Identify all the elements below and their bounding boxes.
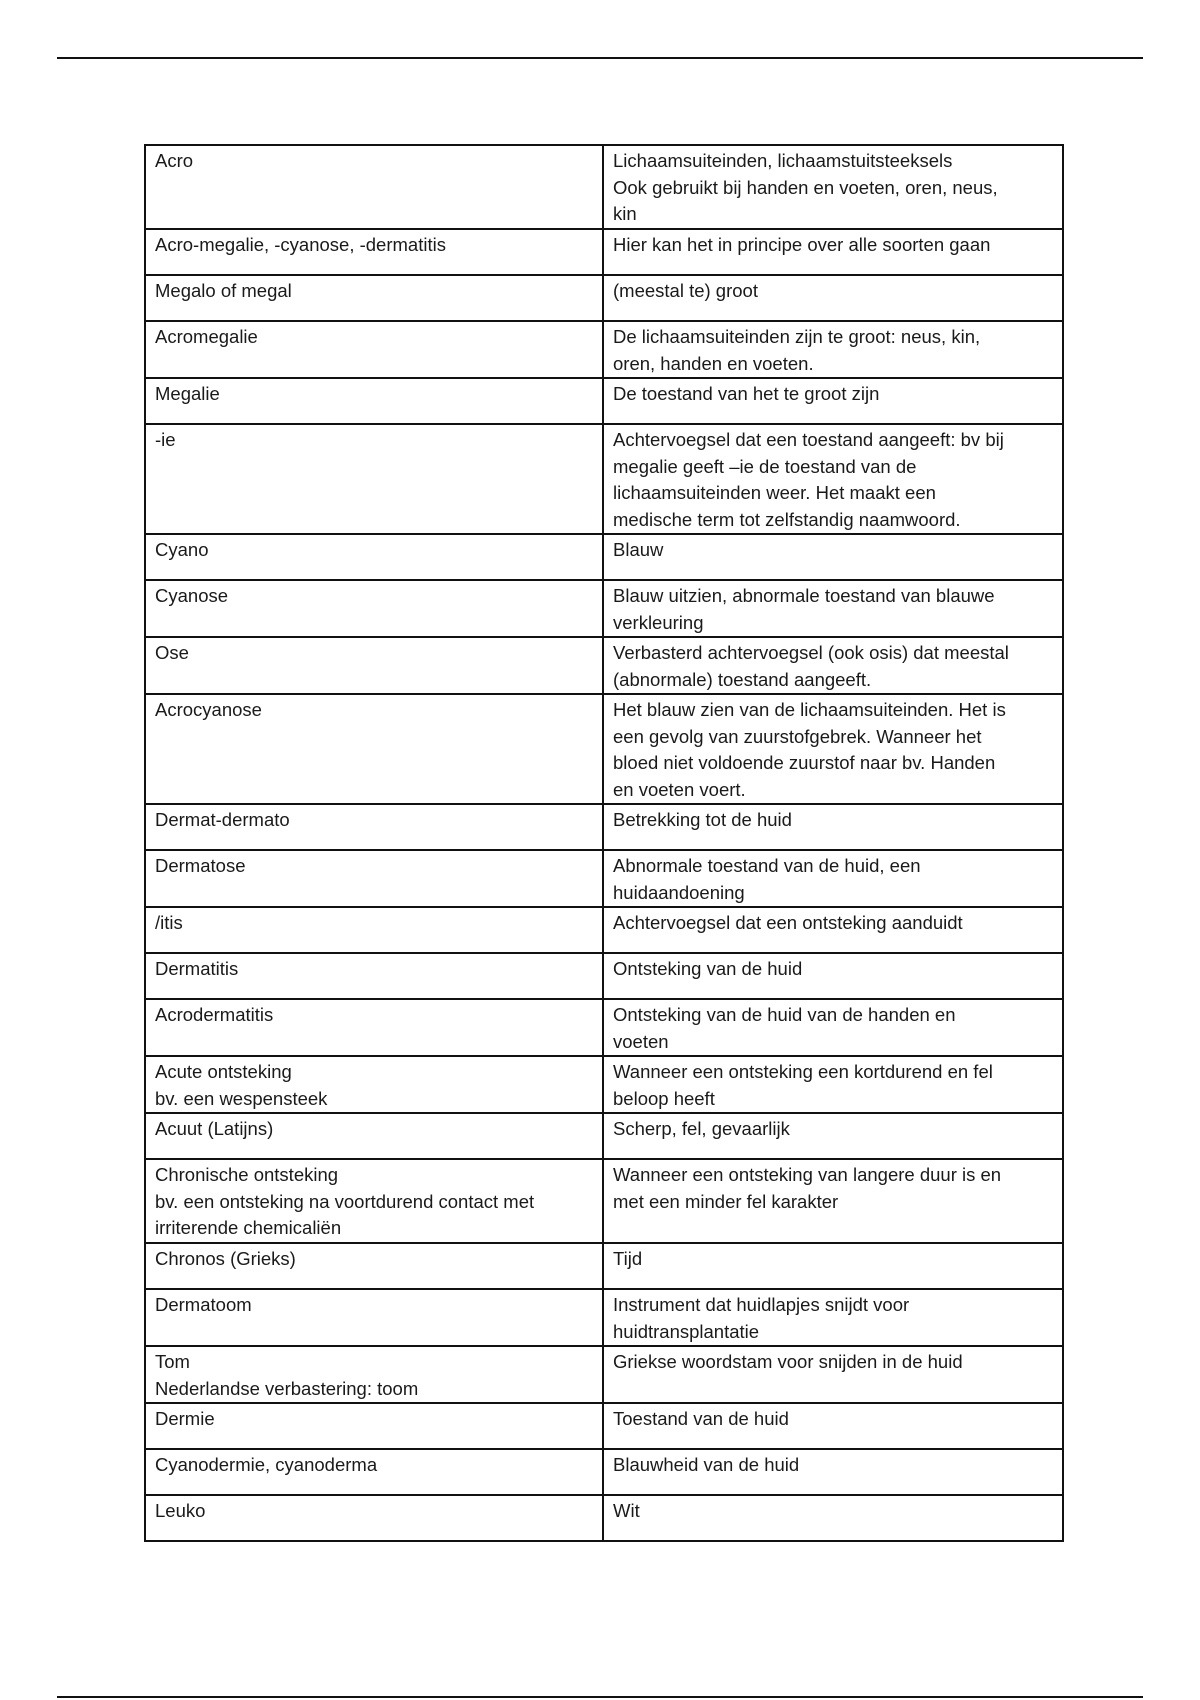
term-text: Megalie [155,383,220,404]
term-cell [145,804,603,850]
table-row [145,1056,1063,1113]
term-text: -ie [155,429,176,450]
definition-cell [603,637,1063,694]
definition-text: medische term tot zelfstandig naamwoord. [613,508,961,530]
definition-text: oren, handen en voeten. [613,352,814,374]
definition-text: lichaamsuiteinden weer. Het maakt een [613,482,936,503]
term-text: /itis [155,912,183,933]
term-cell [145,999,603,1056]
definition-text: een gevolg van zuurstofgebrek. Wanneer het [613,725,982,747]
definition-cell [603,1159,1063,1243]
definition-cell [603,999,1063,1056]
term-cell [145,580,603,637]
definition-cell [603,1289,1063,1346]
term-text: Acrodermatitis [155,1004,274,1025]
term-cell [145,907,603,953]
term-text: irriterende chemicaliën [155,1217,342,1238]
table-row [145,637,1063,694]
term-text: Cyanose [155,585,229,606]
term-text: bv. een wespensteek [155,1087,328,1109]
term-text: Chronos (Grieks) [155,1248,296,1269]
term-cell [145,321,603,378]
definition-text: Blauwheid van de huid [613,1454,800,1475]
term-text: Dermatitis [155,958,239,979]
definition-cell [603,850,1063,907]
definition-text: Griekse woordstam voor snijden in de huid [613,1351,963,1372]
terminology-table [144,144,1064,1542]
table-row [145,1243,1063,1289]
header-rule [57,57,1143,59]
table-row [145,275,1063,321]
term-text: Ose [155,642,189,663]
term-text: Dermatoom [155,1294,252,1315]
table-row [145,1495,1063,1541]
definition-text: Achtervoegsel dat een ontsteking aanduidt [613,912,963,933]
term-text: bv. een ontsteking na voortdurend contact met [155,1190,535,1212]
definition-cell [603,534,1063,580]
term-text: Acrocyanose [155,699,262,720]
definition-text: Tijd [613,1248,643,1269]
term-cell [145,1113,603,1159]
definition-cell [603,694,1063,804]
definition-text: bloed niet voldoende zuurstof naar bv. Handen [613,752,996,773]
definition-cell [603,1449,1063,1495]
definition-text: Ontsteking van de huid van de handen en [613,1004,956,1025]
term-text: Acro [155,150,194,171]
definition-text: verkleuring [613,611,704,633]
term-text: Nederlandse verbastering: toom [155,1377,419,1399]
table-row [145,1159,1063,1243]
table-row [145,1449,1063,1495]
term-text: Dermatose [155,855,246,876]
term-text: Megalo of megal [155,280,292,301]
definition-cell [603,580,1063,637]
definition-text: Wanneer een ontsteking een kortdurend en fel [613,1061,993,1082]
definition-cell [603,907,1063,953]
term-cell [145,534,603,580]
table-row [145,534,1063,580]
term-cell [145,1403,603,1449]
definition-text: voeten [613,1030,669,1052]
definition-cell [603,275,1063,321]
definition-text: beloop heeft [613,1087,715,1109]
definition-text: Abnormale toestand van de huid, een [613,855,921,876]
definition-cell [603,1056,1063,1113]
term-text: Acromegalie [155,326,258,347]
definition-cell [603,804,1063,850]
term-text: Acro-megalie, -cyanose, -dermatitis [155,234,446,255]
definition-text: De toestand van het te groot zijn [613,383,880,404]
definition-text: en voeten voert. [613,778,746,800]
definition-text: Hier kan het in principe over alle soorten gaan [613,234,991,255]
term-cell [145,1289,603,1346]
definition-cell [603,1113,1063,1159]
term-cell [145,1495,603,1541]
term-cell [145,1243,603,1289]
definition-cell [603,229,1063,275]
table-row [145,804,1063,850]
term-cell [145,1056,603,1113]
table-row [145,1346,1063,1403]
definition-text: Wit [613,1500,640,1521]
definition-cell [603,1243,1063,1289]
table-row [145,145,1063,229]
term-cell [145,275,603,321]
table-row [145,907,1063,953]
table-row [145,999,1063,1056]
table-row [145,321,1063,378]
table-row [145,1289,1063,1346]
table-row [145,850,1063,907]
term-text: Leuko [155,1500,206,1521]
term-cell [145,378,603,424]
term-text: Tom [155,1351,190,1372]
term-text: Dermie [155,1408,215,1429]
term-text: Chronische ontsteking [155,1164,339,1185]
definition-text: Blauw [613,539,664,560]
term-cell [145,229,603,275]
definition-cell [603,321,1063,378]
definition-text: Instrument dat huidlapjes snijdt voor [613,1294,910,1315]
table-row [145,424,1063,534]
term-cell [145,1346,603,1403]
definition-text: Ontsteking van de huid [613,958,803,979]
term-text: Acute ontsteking [155,1061,292,1082]
definition-cell [603,145,1063,229]
definition-text: Lichaamsuiteinden, lichaamstuitsteeksels [613,150,953,171]
term-cell [145,424,603,534]
table-row [145,1403,1063,1449]
term-cell [145,1449,603,1495]
definition-cell [603,953,1063,999]
definition-cell [603,1346,1063,1403]
footer-rule [57,1696,1143,1698]
term-text: Cyano [155,539,209,560]
table-body [145,145,1063,1541]
term-cell [145,145,603,229]
definition-text: Scherp, fel, gevaarlijk [613,1118,790,1139]
table-row [145,229,1063,275]
definition-cell [603,378,1063,424]
definition-text: De lichaamsuiteinden zijn te groot: neus, kin, [613,326,981,347]
table-row [145,580,1063,637]
definition-text: Toestand van de huid [613,1408,789,1429]
term-cell [145,953,603,999]
definition-text: Wanneer een ontsteking van langere duur is en [613,1164,1002,1185]
definition-text: Blauw uitzien, abnormale toestand van blauwe [613,585,995,606]
term-cell [145,637,603,694]
definition-text: Ook gebruikt bij handen en voeten, oren, neus, [613,176,998,198]
definition-text: kin [613,203,637,224]
definition-text: met een minder fel karakter [613,1190,839,1212]
definition-cell [603,1403,1063,1449]
definition-text: Achtervoegsel dat een toestand aangeeft: bv bij [613,429,1004,450]
definition-text: Verbasterd achtervoegsel (ook osis) dat meestal [613,642,1009,663]
table-row [145,694,1063,804]
definition-text: megalie geeft –ie de toestand van de [613,455,917,477]
table-row [145,1113,1063,1159]
term-text: Cyanodermie, cyanoderma [155,1454,378,1475]
term-text: Acuut (Latijns) [155,1118,274,1139]
definition-cell [603,1495,1063,1541]
term-cell [145,1159,603,1243]
definition-text: Het blauw zien van de lichaamsuiteinden. Het is [613,699,1006,720]
definition-cell [603,424,1063,534]
definition-text: Betrekking tot de huid [613,809,792,830]
term-cell [145,694,603,804]
term-text: Dermat-dermato [155,809,290,830]
definition-text: huidaandoening [613,881,745,903]
term-cell [145,850,603,907]
definition-text: (meestal te) groot [613,280,758,301]
table-row [145,378,1063,424]
definition-text: huidtransplantatie [613,1320,760,1342]
definition-text: (abnormale) toestand aangeeft. [613,668,872,690]
table-row [145,953,1063,999]
